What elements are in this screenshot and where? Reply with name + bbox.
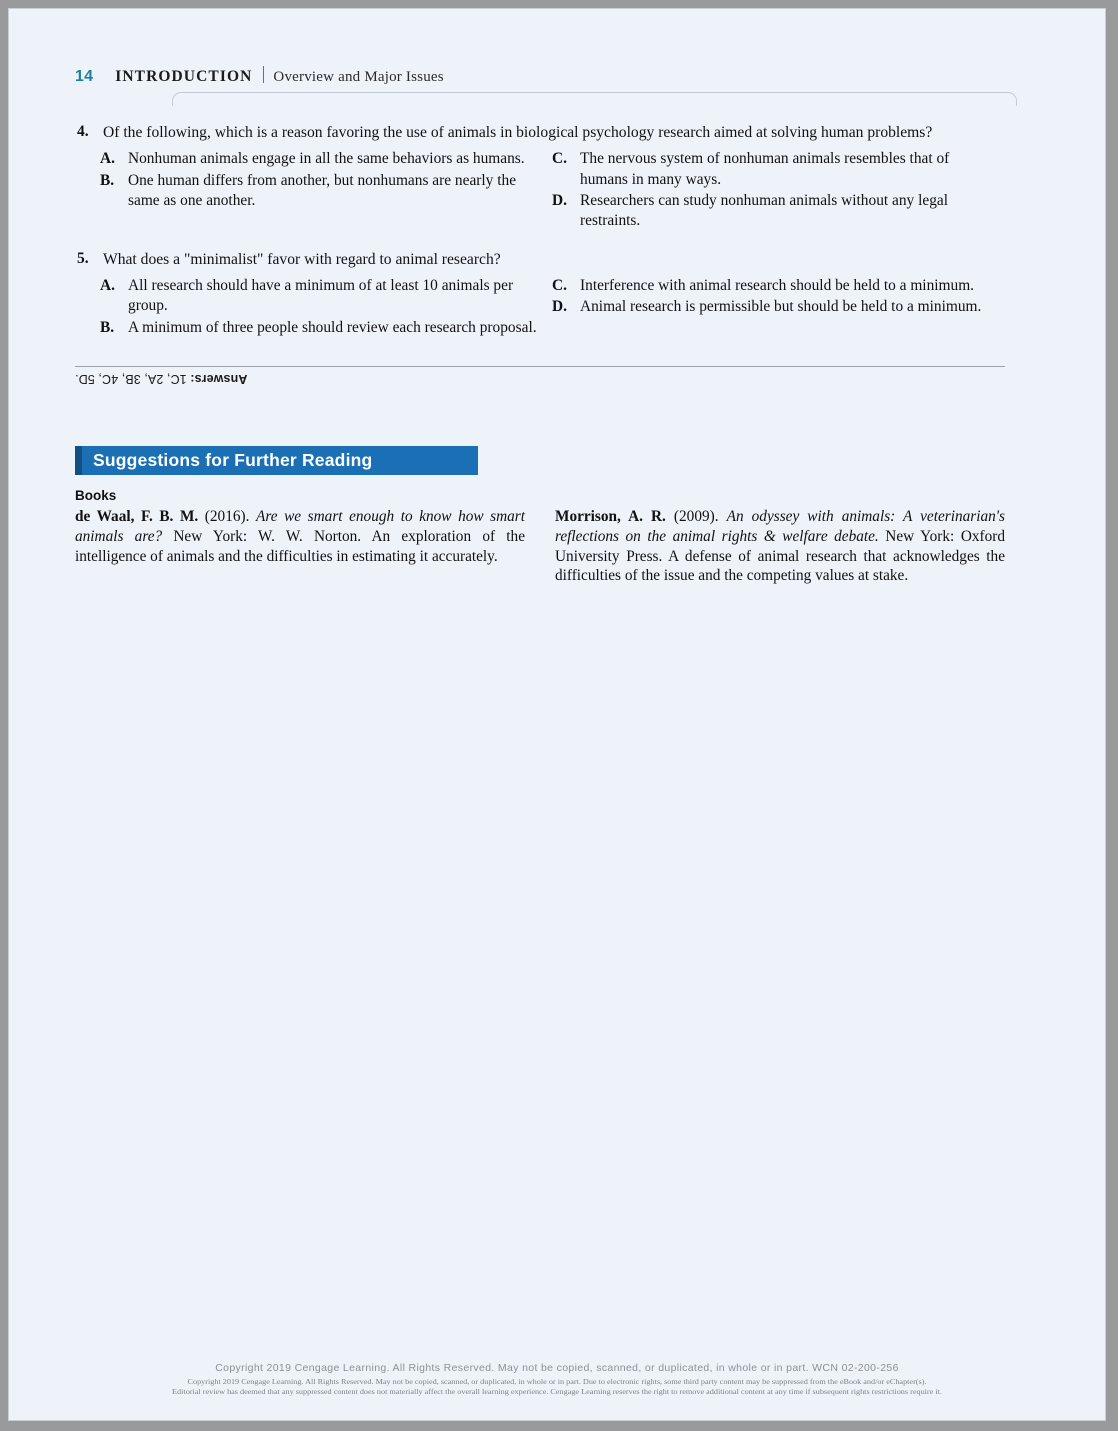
chapter-subtitle: Overview and Major Issues: [273, 69, 444, 85]
choice-label: A.: [100, 276, 115, 294]
choice-label: A.: [100, 150, 115, 168]
choice-option: [97, 276, 549, 317]
choice-option: [97, 149, 549, 169]
chapter-label: INTRODUCTION: [115, 68, 253, 85]
question-choices: [97, 276, 1005, 339]
choice-text: One human differs from another, but nonhumans are nearly the same as one another.: [128, 171, 517, 209]
legal-line-2: Editorial review has deemed that any suppressed content does not materially affect the overall learning experience. Cengage Learning reserves the right to remove additional content at any time if subsequent rights restrictions require it.: [172, 1387, 942, 1396]
reference-author: de Waal, F. B. M.: [75, 507, 199, 525]
reference-entry: [555, 507, 1005, 587]
question-number: 4.: [77, 123, 89, 140]
choice-option: [97, 171, 549, 212]
tab-curve: [172, 92, 1017, 106]
legal-line-1: Copyright 2019 Cengage Learning. All Rights Reserved. May not be copied, scanned, or duplicated, in whole or in part. Due to electronic rights, some third party content may be suppressed from the eBook and/or eChapter(s).: [187, 1377, 927, 1386]
choices-column-right: [549, 276, 989, 339]
choice-text: The nervous system of nonhuman animals resembles that of humans in many ways.: [580, 150, 950, 188]
page-footer: [9, 1362, 1105, 1396]
choice-option: [549, 149, 989, 190]
question-choices: [97, 149, 1005, 232]
reference-year: (2009).: [665, 507, 727, 525]
choice-option: [549, 276, 989, 296]
document-page: [9, 9, 1105, 1420]
reference-title: Are we smart enough to know how smart animals are?: [75, 507, 525, 545]
choices-column-right: [549, 149, 989, 232]
choice-label: C.: [552, 150, 567, 168]
answers-value: 1C, 2A, 3B, 4C, 5D.: [75, 371, 191, 386]
running-head: [75, 64, 1005, 92]
reference-column-right: [555, 507, 1005, 587]
answers-label: Answers:: [190, 371, 248, 386]
choice-text: A minimum of three people should review each research proposal.: [128, 318, 537, 336]
further-reading-title: Suggestions for Further Reading: [93, 449, 373, 470]
decorative-tab: [172, 92, 1015, 106]
quiz-section: [75, 123, 1005, 386]
reference-column-left: [75, 507, 525, 587]
choice-label: D.: [552, 191, 567, 209]
choice-label: D.: [552, 298, 567, 316]
question-number: 5.: [77, 249, 89, 267]
choice-label: C.: [552, 276, 567, 294]
books-subheading: Books: [75, 487, 117, 503]
choice-label: B.: [100, 318, 115, 336]
page-number: 14: [75, 68, 94, 85]
quiz-question: [75, 123, 1005, 143]
reference-author: Morrison, A. R.: [555, 507, 666, 525]
choice-option: [549, 297, 989, 317]
reference-note: New York: Oxford University Press. A defense of animal research that acknowledges the difficulties of the issue and the competing values at stake.: [555, 527, 1006, 585]
divider: [263, 66, 264, 83]
choice-text: Nonhuman animals engage in all the same behaviors as humans.: [128, 150, 525, 168]
reference-list: [75, 507, 1005, 587]
choices-column-left: [97, 276, 549, 339]
answers-divider: [75, 366, 1005, 367]
copyright-line: Copyright 2019 Cengage Learning. All Rights Reserved. May not be copied, scanned, or duplicated, in whole or in part. WCN 02-200-256: [215, 1362, 899, 1374]
question-text: Of the following, which is a reason favoring the use of animals in biological psychology research aimed at solving human problems?: [103, 124, 933, 141]
page-content: [75, 64, 1005, 586]
reference-entry: [75, 507, 525, 567]
choice-text: Animal research is permissible but should be held to a minimum.: [580, 298, 982, 316]
quiz-question: [75, 250, 1005, 270]
answers-key: [75, 372, 1005, 386]
choice-option: [549, 191, 989, 232]
reference-note: New York: W. W. Norton. An exploration of the intelligence of animals and the difficulties in estimating it accurately.: [75, 527, 525, 565]
choice-text: All research should have a minimum of at least 10 animals per group.: [128, 276, 514, 315]
choices-column-left: [97, 149, 549, 232]
further-reading-heading: [75, 446, 478, 475]
reference-title: An odyssey with animals: A veterinarian's reflections on the animal rights & welfare debate.: [555, 507, 1005, 545]
question-text: What does a "minimalist" favor with regard to animal research?: [103, 250, 501, 268]
choice-text: Interference with animal research should be held to a minimum.: [580, 276, 975, 294]
choice-option: [97, 318, 549, 338]
choice-text: Researchers can study nonhuman animals without any legal restraints.: [580, 191, 948, 230]
reference-year: (2016).: [198, 507, 256, 525]
choice-label: B.: [100, 171, 115, 189]
